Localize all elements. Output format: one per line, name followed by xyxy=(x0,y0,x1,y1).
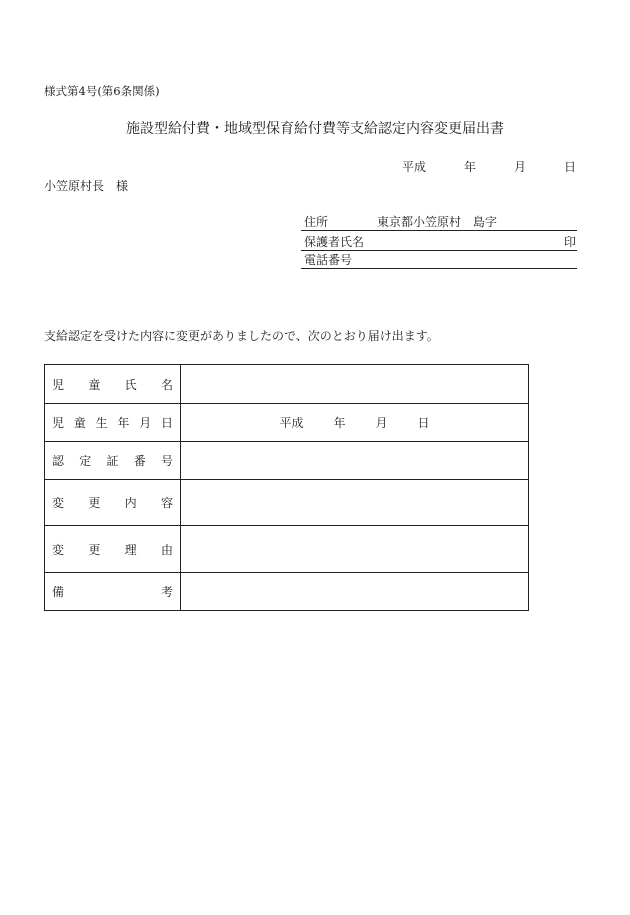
remarks-label xyxy=(45,573,181,611)
birth-day: 日 xyxy=(417,416,430,430)
address-label: 住所 xyxy=(304,215,329,229)
change-reason-input[interactable] xyxy=(181,526,529,573)
intro-text: 支給認定を受けた内容に変更がありましたので、次のとおり届け出ます。 xyxy=(44,329,439,343)
label-char: 由 xyxy=(160,542,173,557)
table-row xyxy=(45,573,529,611)
table-row xyxy=(45,365,529,404)
label-char: 備 xyxy=(52,585,65,599)
seal-mark: 印 xyxy=(563,235,576,249)
date-year: 年 xyxy=(463,160,476,174)
remarks-input[interactable] xyxy=(181,573,529,611)
birth-month: 月 xyxy=(375,416,388,430)
table-row xyxy=(45,404,529,442)
applicant-address-field[interactable] xyxy=(301,215,577,231)
submission-date-line xyxy=(402,161,576,173)
change-notification-table xyxy=(44,364,529,611)
label-char: 童 xyxy=(88,377,101,392)
guardian-name-label: 保護者氏名 xyxy=(304,235,365,249)
table-row xyxy=(45,480,529,526)
guardian-name-field[interactable] xyxy=(301,235,577,251)
date-month: 月 xyxy=(513,160,526,174)
change-details-label xyxy=(45,480,181,526)
label-char: 生 xyxy=(95,416,108,430)
label-char: 氏 xyxy=(124,377,137,392)
label-char: 認 xyxy=(52,454,65,468)
address-value: 東京都小笠原村 島字 xyxy=(377,215,498,229)
child-birthdate-input[interactable] xyxy=(181,404,529,442)
label-char: 定 xyxy=(79,454,92,468)
addressee: 小笠原村長 様 xyxy=(44,179,129,193)
label-char: 児 xyxy=(52,416,65,430)
table-row xyxy=(45,442,529,480)
label-char: 変 xyxy=(52,542,65,557)
label-char: 更 xyxy=(88,496,101,510)
label-char: 名 xyxy=(160,377,173,392)
birth-year: 年 xyxy=(333,416,346,430)
change-reason-label xyxy=(45,526,181,573)
date-day: 日 xyxy=(563,160,576,174)
certificate-number-label xyxy=(45,442,181,480)
label-char: 容 xyxy=(160,496,173,510)
child-name-input[interactable] xyxy=(181,365,529,404)
form-number: 様式第4号(第6条関係) xyxy=(44,84,160,98)
label-char: 変 xyxy=(52,496,65,510)
label-char: 理 xyxy=(124,542,137,557)
birth-era: 平成 xyxy=(279,416,304,430)
label-char: 年 xyxy=(117,416,130,430)
label-char: 童 xyxy=(73,416,86,430)
child-birthdate-label xyxy=(45,404,181,442)
phone-number-field[interactable] xyxy=(301,253,577,269)
date-era: 平成 xyxy=(401,160,426,174)
label-char: 番 xyxy=(133,454,146,468)
table-row xyxy=(45,526,529,573)
label-char: 児 xyxy=(52,377,65,392)
document-title: 施設型給付費・地域型保育給付費等支給認定内容変更届出書 xyxy=(126,121,504,137)
change-details-input[interactable] xyxy=(181,480,529,526)
label-char: 日 xyxy=(160,416,173,430)
phone-number-label: 電話番号 xyxy=(304,253,353,267)
label-char: 号 xyxy=(160,454,173,468)
certificate-number-input[interactable] xyxy=(181,442,529,480)
child-name-label xyxy=(45,365,181,404)
label-char: 月 xyxy=(139,416,152,430)
label-char: 証 xyxy=(106,454,119,468)
label-char: 更 xyxy=(88,542,101,557)
label-char: 考 xyxy=(160,585,173,599)
label-char: 内 xyxy=(124,496,137,510)
